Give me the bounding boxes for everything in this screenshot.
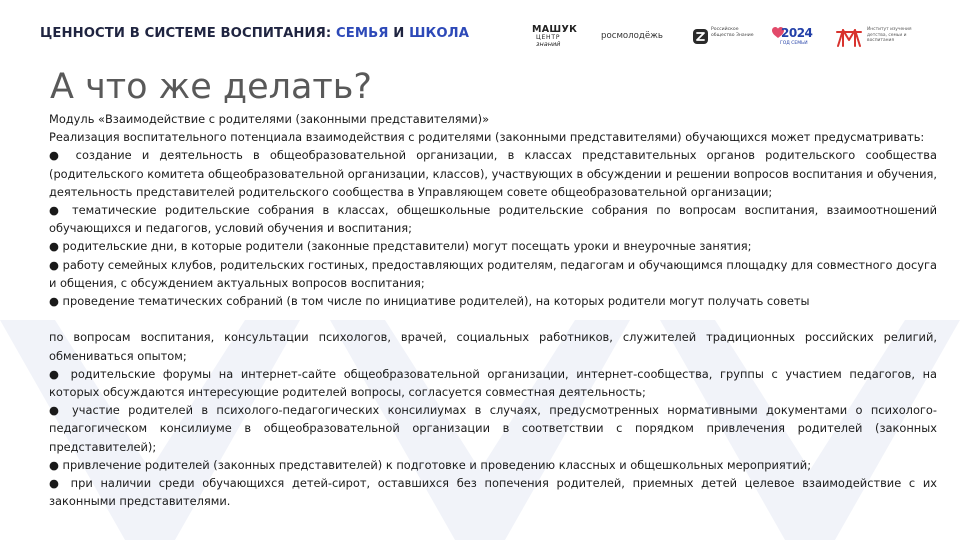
page-title: А что же делать? [50, 67, 373, 107]
header-title-school: ШКОЛА [409, 26, 470, 41]
list-item: ● создание и деятельность в общеобразовательной организации, в классах представительных органов родительского сообщества (родительского комитета общеобразовательной организации, классов), участвующих в обсуждении и решении вопросов воспитания и обучения, деятельность представителей родительского сообщества в Управляющем совете общеобразовательной организации; [49, 148, 937, 199]
mashuk-logo-line1: МАШУК [532, 24, 578, 35]
list-item: ● проведение тематических собраний (в том числе по инициативе родителей), на которых родители могут получать советы [49, 294, 810, 309]
institute-emblem-icon [835, 26, 863, 48]
year-of-family-logo-year: 2024 [781, 26, 813, 40]
list-item: ● при наличии среди обучающихся детей-сирот, оставшихся без попечения родителей, приемных детей целевое взаимодействие с их законными представителями. [49, 476, 937, 509]
list-item: ● родительские форумы на интернет-сайте общеобразовательной организации, интернет-сообщества, группы с участием педагогов, на которых обсуждаются интересующие родителей вопросы, согласуется совместная деятельность; [49, 366, 937, 400]
list-item-continuation: по вопросам воспитания, консультации психологов, врачей, социальных работников, служителей традиционных российских религий, обмениваться опытом; [49, 330, 937, 363]
institute-logo [835, 26, 915, 48]
paragraph-gap [49, 310, 937, 328]
list-item: ● привлечение родителей (законных представителей) к подготовке и проведению классных и общешкольных мероприятий; [49, 457, 812, 472]
module-title: Модуль «Взаимодействие с родителями (законными представителями)» [49, 112, 490, 126]
content-body [49, 110, 937, 510]
header-title-and: И [393, 26, 405, 41]
mashuk-logo-line3: знаний [536, 39, 561, 48]
institute-logo-text: Институт изучения детства, семьи и воспитания [867, 27, 912, 44]
intro-paragraph: Реализация воспитательного потенциала взаимодействия с родителями (законными представителями) обучающихся может предусматривать: [49, 130, 925, 145]
znanie-logo-text: Российское общество Знание [711, 27, 754, 38]
list-item: ● родительские дни, в которые родители (законные представители) могут посещать уроки и внеурочные занятия; [49, 239, 752, 254]
list-item: ● работу семейных клубов, родительских гостиных, предоставляющих родителям, педагогам и обучающимся площадку для совместного досуга и общения, с обсуждением актуальных вопросов воспитания; [49, 257, 937, 290]
header-title [40, 26, 469, 41]
header-title-main: ЦЕННОСТИ В СИСТЕМЕ ВОСПИТАНИЯ: [40, 26, 332, 41]
year-of-family-logo-caption: ГОД СЕМЬИ [780, 41, 808, 46]
header-title-family: СЕМЬЯ [336, 26, 389, 41]
list-item: ● тематические родительские собрания в классах, общешкольные родительские собрания по вопросам воспитания, взаимоотношений обучающихся и педагогов, условий обучения и воспитания; [49, 203, 937, 236]
znanie-logo-icon [693, 29, 708, 44]
list-item: ● участие родителей в психолого-педагогических консилиумах в случаях, предусмотренных нормативными документами о психолого-педагогическом консилиуме в общеобразовательной организации в соответствии с порядком привлечения родителей (законных представителей); [49, 403, 937, 454]
rosmolodezh-logo: росмолодёжь [601, 31, 663, 41]
year-of-family-logo [772, 25, 812, 51]
mashuk-logo [532, 25, 578, 47]
mashuk-logo-line2: ЦЕНТР [536, 33, 561, 41]
